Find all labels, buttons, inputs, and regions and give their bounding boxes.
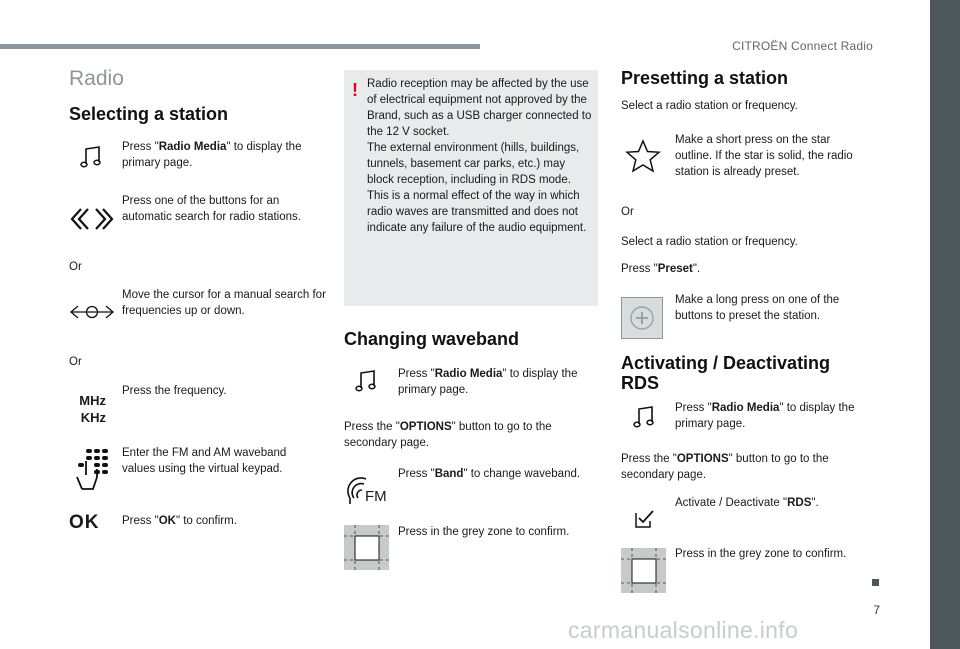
- preset-star-text: Make a short press on the star outline. If the star is solid, the radio station is already preset.: [675, 134, 853, 178]
- ok-icon: OK: [69, 512, 100, 533]
- step-grey-zone: Press in the grey zone to confirm.: [398, 526, 570, 538]
- step-radio-media-2: Press "Radio Media" to display the primary page.: [398, 368, 578, 396]
- step-radio-media: Press "Radio Media" to display the primary page.: [122, 141, 302, 169]
- page-marker: [872, 579, 879, 586]
- heading-rds: Activating / Deactivating RDS: [621, 353, 831, 393]
- or-label-1: Or: [69, 261, 82, 273]
- warning-note-text: Radio reception may be affected by the use of electrical equipment not approved by the Brand, such as a USB charger connected to the 12 V socket. The external environment (hills, buildings, tunnels, basement car parks, etc.) may block reception, including in RDS mode. This is a normal effect of the way in which radio waves are transmitted and does not indicate any failure of the audio equipment.: [367, 78, 592, 234]
- checkbox-icon: [632, 506, 656, 530]
- fm-band-icon: [344, 470, 392, 506]
- step-press-ok: Press "OK" to confirm.: [122, 515, 237, 527]
- section-title: Radio: [69, 67, 124, 90]
- star-outline-icon: [624, 138, 662, 174]
- mhz-khz-icon: [76, 392, 106, 426]
- rds-radio-media: Press "Radio Media" to display the primary page.: [675, 402, 855, 430]
- rds-options: Press the "OPTIONS" button to go to the secondary page.: [621, 453, 829, 481]
- step-virtual-keypad: Enter the FM and AM waveband values using the virtual keypad.: [122, 447, 287, 475]
- fm-label: FM: [365, 488, 387, 505]
- page-number: 7: [873, 603, 880, 617]
- music-note-icon: [631, 404, 657, 430]
- grey-zone-icon: [621, 548, 666, 593]
- preset-button-icon: [621, 297, 663, 339]
- heading-presetting-station: Presetting a station: [621, 68, 789, 88]
- keypad-icon: [72, 446, 112, 492]
- khz-label: KHz: [80, 410, 106, 425]
- rds-toggle-text: Activate / Deactivate "RDS".: [675, 497, 819, 509]
- preset-select-1: Select a radio station or frequency.: [621, 100, 798, 112]
- watermark: carmanualsonline.info: [568, 617, 799, 643]
- step-manual-search: Move the cursor for a manual search for frequencies up or down.: [122, 289, 326, 317]
- heading-selecting-station: Selecting a station: [69, 104, 229, 124]
- music-note-icon: [78, 144, 104, 170]
- preset-select-2: Select a radio station or frequency.: [621, 236, 798, 248]
- preset-long-press-text: Make a long press on one of the buttons to preset the station.: [675, 294, 840, 322]
- heading-changing-waveband: Changing waveband: [344, 329, 520, 349]
- frequency-slider-icon: [68, 300, 116, 324]
- grey-zone-icon: [344, 525, 389, 570]
- step-band: Press "Band" to change waveband.: [398, 468, 581, 480]
- warning-icon: !: [352, 80, 358, 100]
- step-options: Press the "OPTIONS" button to go to the secondary page.: [344, 421, 552, 449]
- music-note-icon: [353, 368, 379, 394]
- preset-press: Press "Preset".: [621, 263, 701, 275]
- mhz-label: MHz: [79, 393, 106, 408]
- or-label-3: Or: [621, 206, 634, 218]
- rds-grey-zone: Press in the grey zone to confirm.: [675, 548, 847, 560]
- seek-arrows-icon: [68, 205, 116, 233]
- page-edge-bar: [930, 0, 960, 649]
- step-auto-search: Press one of the buttons for an automatic search for radio stations.: [122, 195, 301, 223]
- step-press-frequency: Press the frequency.: [122, 385, 227, 397]
- header-rule: [0, 44, 480, 49]
- header-title: CITROËN Connect Radio: [732, 39, 873, 53]
- or-label-2: Or: [69, 356, 82, 368]
